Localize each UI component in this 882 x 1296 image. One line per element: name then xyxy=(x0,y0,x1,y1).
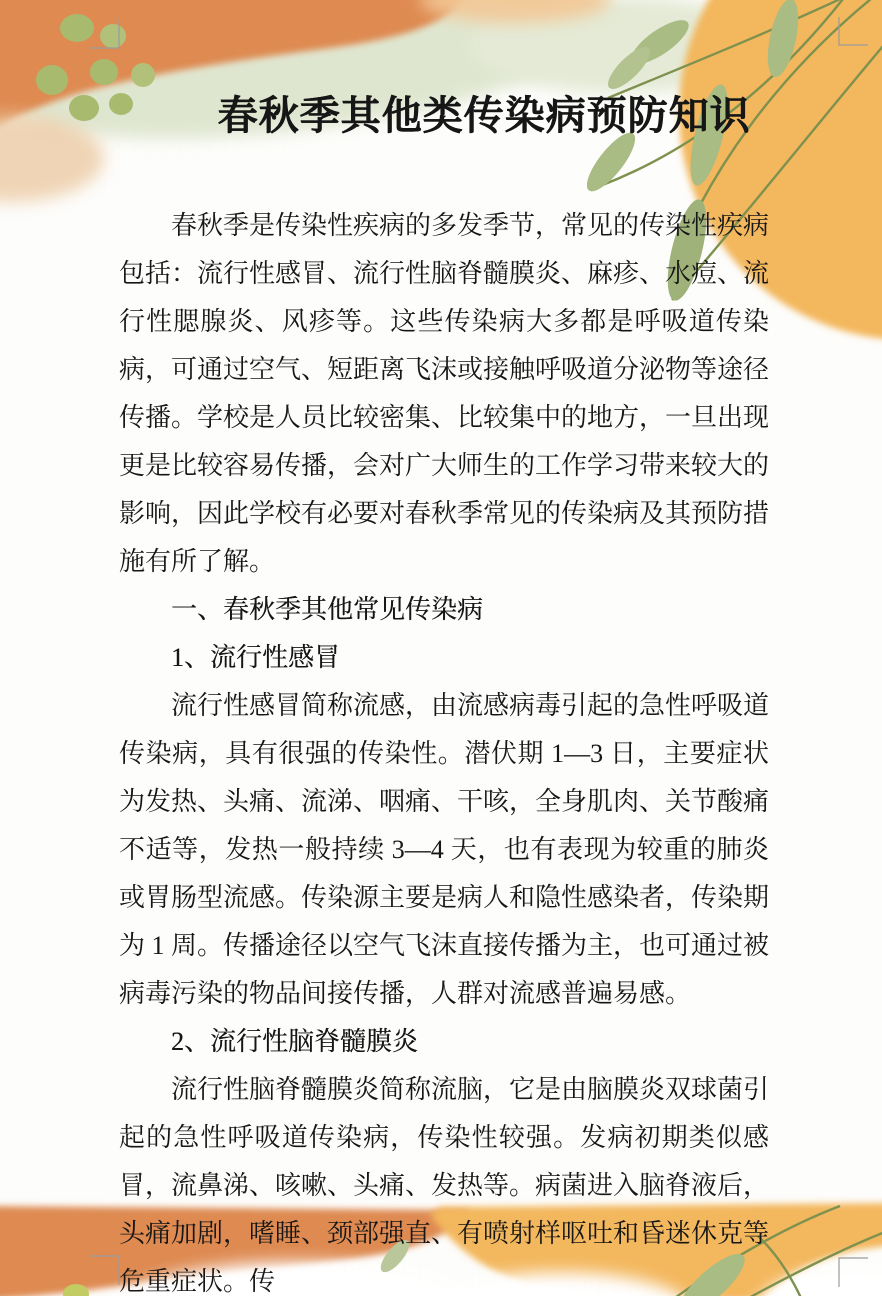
subsection-1-heading: 1、流行性感冒 xyxy=(171,643,341,672)
meningitis-paragraph: 流行性脑脊髓膜炎简称流脑，它是由脑膜炎双球菌引起的急性呼吸道传染病，传染性较强。发病初期类似感冒，流鼻涕、咳嗽、头痛、发热等。病菌进入脑脊液后，头痛加剧，嗜睡、颈部强直、有喷射样呕吐和昏迷休克等危重症状。传 xyxy=(119,1075,770,1296)
document-text-column xyxy=(119,88,769,1296)
intro-paragraph: 春秋季是传染性疾病的多发季节，常见的传染性疾病包括：流行性感冒、流行性脑脊髓膜炎、麻疹、水痘、流行性腮腺炎、风疹等。这些传染病大多都是呼吸道传染病，可通过空气、短距离飞沫或接触呼吸道分泌物等途径传播。学校是人员比较密集、比较集中的地方，一旦出现更是比较容易传播，会对广大师生的工作学习带来较大的影响，因此学校有必要对春秋季常见的传染病及其预防措施有所了解。 xyxy=(119,211,770,576)
document-body xyxy=(119,202,769,1296)
subsection-2-heading: 2、流行性脑脊髓膜炎 xyxy=(171,1027,419,1056)
section-1-heading: 一、春秋季其他常见传染病 xyxy=(171,595,484,624)
influenza-paragraph: 流行性感冒简称流感，由流感病毒引起的急性呼吸道传染病，具有很强的传染性。潜伏期 1—3 日，主要症状为发热、头痛、流涕、咽痛、干咳，全身肌肉、关节酸痛不适等，发热一般持续 3—4 天，也有表现为较重的肺炎或胃肠型流感。传染源主要是病人和隐性感染者，传染期为 1 周。传播途径以空气飞沫直接传播为主，也可通过被病毒污染的物品间接传播，人群对流感普遍易感。 xyxy=(119,691,770,1008)
document-title: 春秋季其他类传染病预防知识 xyxy=(217,93,751,138)
